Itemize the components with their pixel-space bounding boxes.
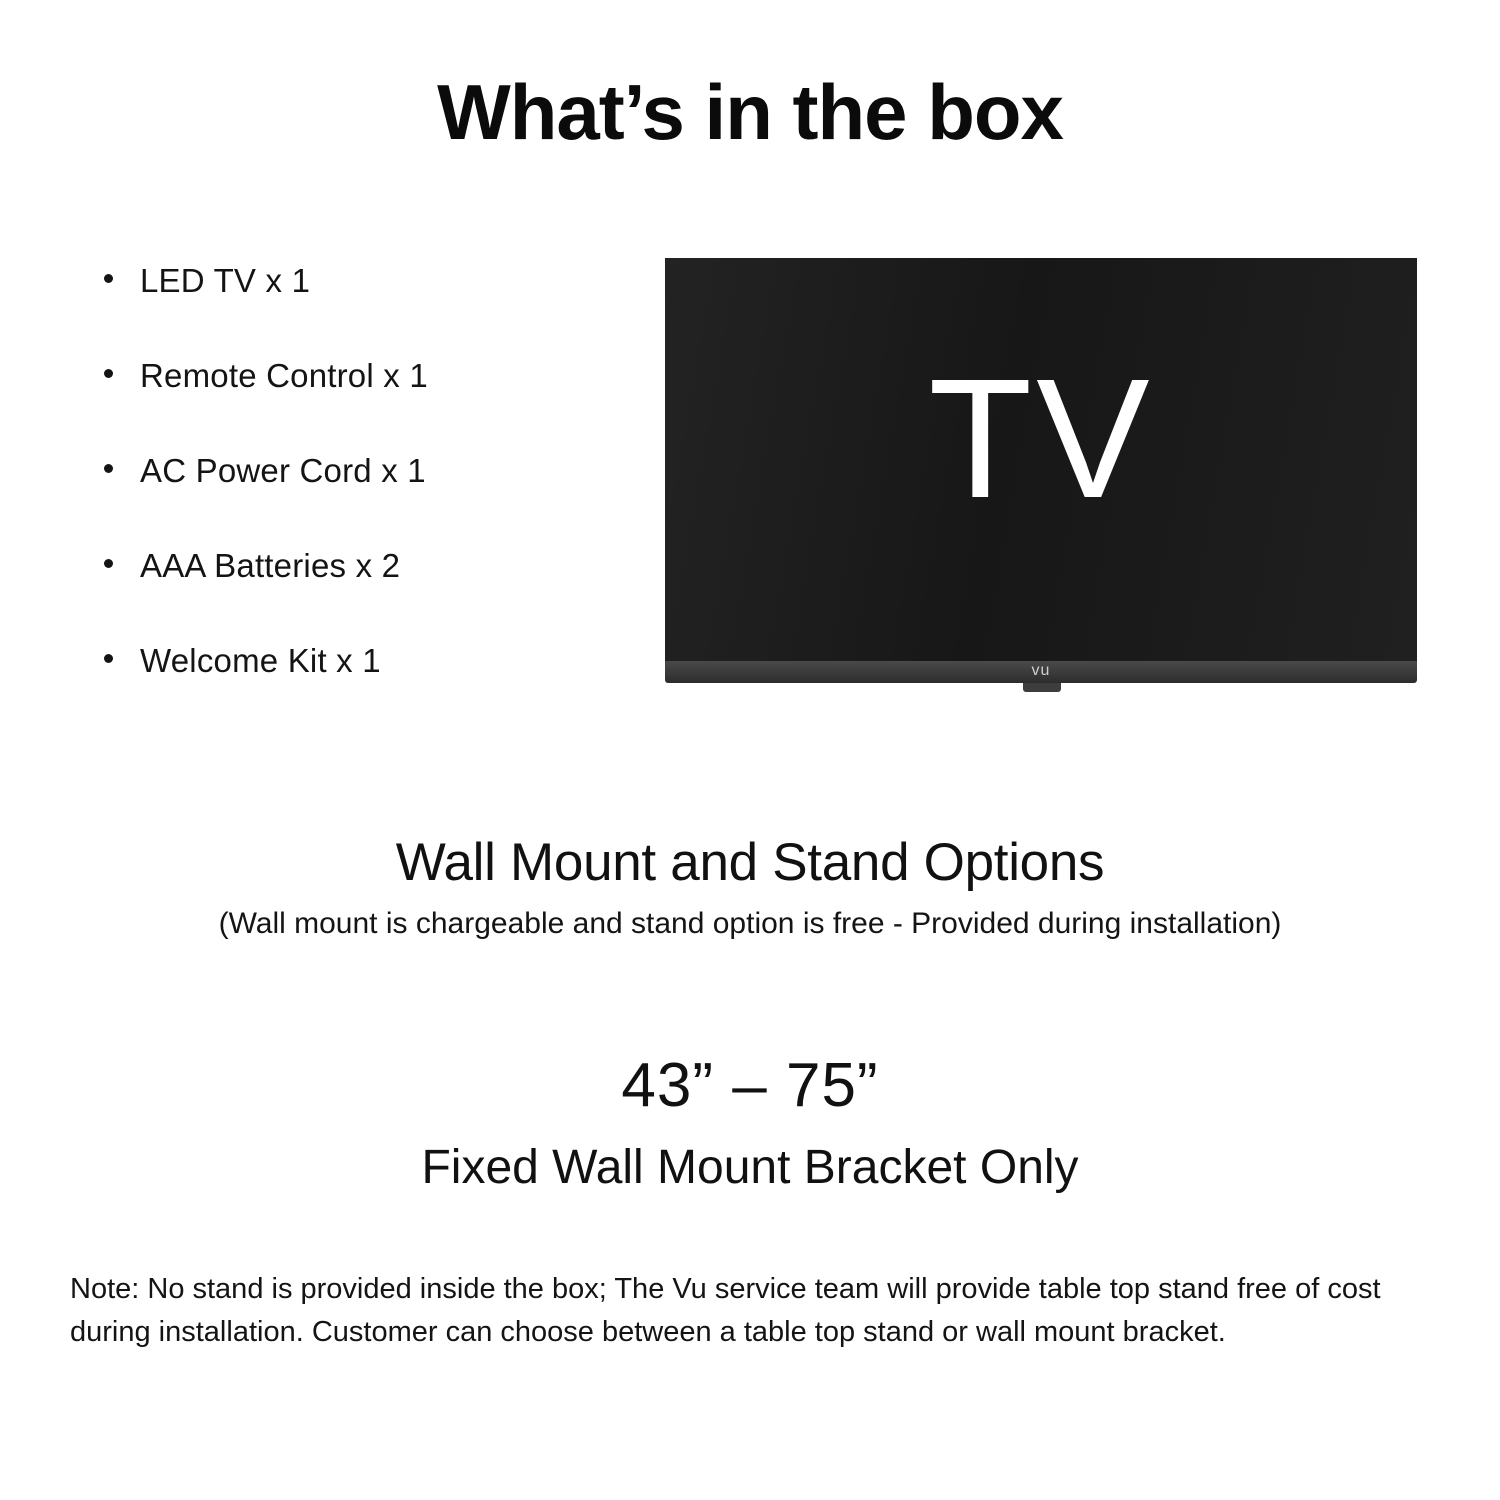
list-item: [92, 452, 632, 490]
list-item: [92, 262, 632, 300]
wall-mount-heading: Wall Mount and Stand Options: [395, 833, 1105, 892]
list-item: [92, 357, 632, 395]
list-item: [92, 642, 632, 680]
wall-mount-subheading: (Wall mount is chargeable and stand option is free - Provided during installation): [218, 907, 1282, 940]
bullet-icon: [104, 369, 113, 378]
list-item-label: AC Power Cord x 1: [140, 452, 426, 489]
tv-brand-logo: vu: [1031, 662, 1051, 679]
bullet-icon: [104, 559, 113, 568]
list-item-label: LED TV x 1: [140, 262, 311, 299]
list-item-label: Remote Control x 1: [140, 357, 428, 394]
tv-stand-foot: [1023, 683, 1061, 692]
page-title: What’s in the box: [437, 68, 1063, 156]
tv-illustration: [665, 258, 1417, 708]
tv-screen: [665, 258, 1417, 661]
box-contents-list: [92, 262, 632, 737]
bullet-icon: [104, 464, 113, 473]
list-item: [92, 547, 632, 585]
tv-screen-label: TV: [928, 344, 1154, 534]
size-range-text: 43” – 75”: [621, 1051, 879, 1120]
list-item-label: Welcome Kit x 1: [140, 642, 381, 679]
list-item-label: AAA Batteries x 2: [140, 547, 401, 584]
bullet-icon: [104, 274, 113, 283]
bullet-icon: [104, 654, 113, 663]
note-text: Note: No stand is provided inside the box; The Vu service team will provide table top stand free of cost during installation. Customer can choose between a table top stand or wall mount bracket.: [70, 1273, 1381, 1348]
bracket-type-text: Fixed Wall Mount Bracket Only: [421, 1141, 1079, 1194]
